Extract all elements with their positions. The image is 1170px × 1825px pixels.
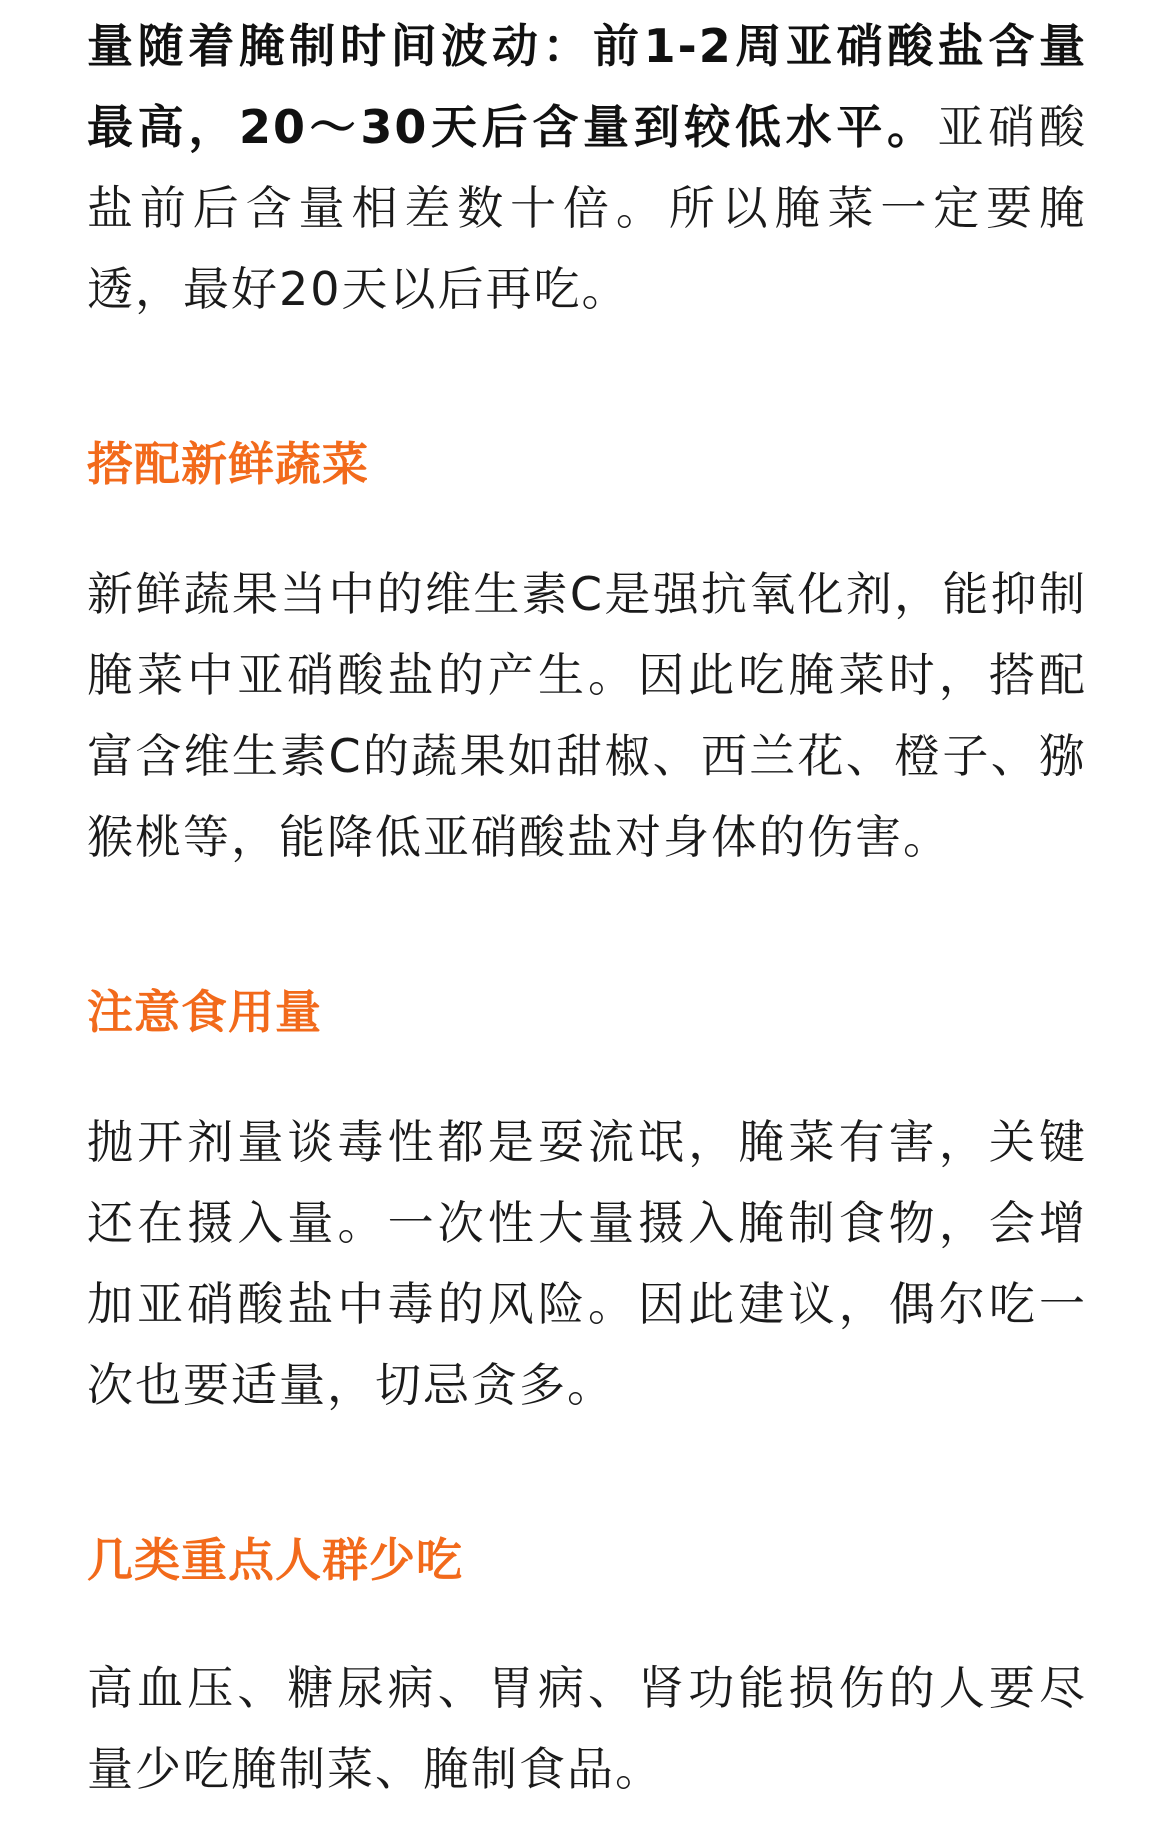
article <box>87 0 1087 1810</box>
section-body-fresh-vegetables: 新鲜蔬果当中的维生素C是强抗氧化剂，能抑制腌菜中亚硝酸盐的产生。因此吃腌菜时，搭配富含维生素C的蔬果如甜椒、西兰花、橙子、猕猴桃等，能降低亚硝酸盐对身体的伤害。 <box>87 567 1087 864</box>
intro-bold-text: 量随着腌制时间波动：前1-2周亚硝酸盐含量最高，20～30天后含量到较低水平。 <box>87 19 1087 154</box>
intro-text: 亚硝酸盐前后含量相差数十倍。所以腌菜一定要腌透，最好20天以后再吃。 <box>87 100 1088 316</box>
section-heading-intake-amount: 注意食用量 <box>87 985 322 1039</box>
section-body-key-groups: 高血压、糖尿病、胃病、肾功能损伤的人要尽量少吃腌制菜、腌制食品。 <box>87 1661 1087 1796</box>
section-heading-key-groups: 几类重点人群少吃 <box>87 1533 463 1587</box>
intro-paragraph <box>87 6 1087 330</box>
section-heading-fresh-vegetables: 搭配新鲜蔬菜 <box>87 437 369 491</box>
section-body-intake-amount: 抛开剂量谈毒性都是耍流氓，腌菜有害，关键还在摄入量。一次性大量摄入腌制食物，会增加亚硝酸盐中毒的风险。因此建议，偶尔吃一次也要适量，切忌贪多。 <box>87 1115 1087 1412</box>
